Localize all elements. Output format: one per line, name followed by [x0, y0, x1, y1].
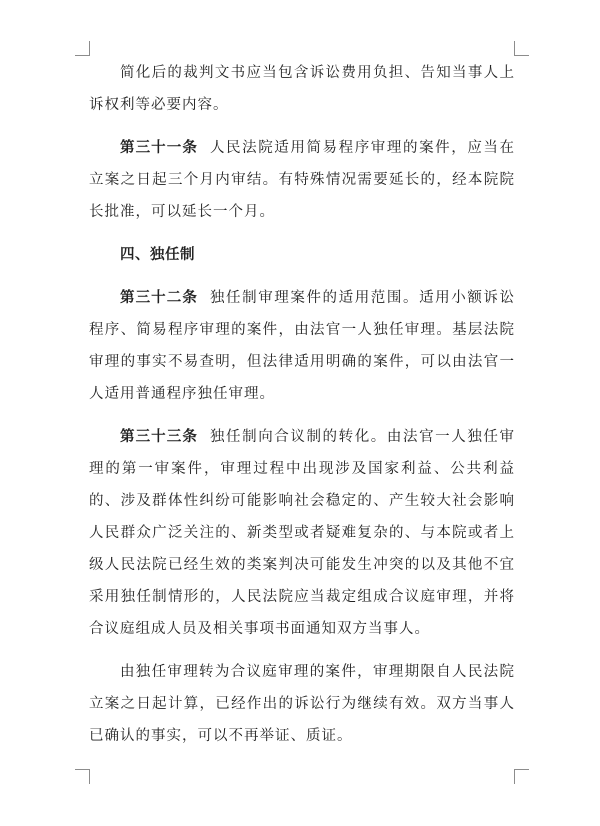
article-number: 第三十三条 — [120, 429, 198, 445]
section-heading: 四、独任制 — [120, 247, 195, 263]
article-32 — [89, 282, 515, 410]
crop-mark-bottom-right — [514, 769, 529, 784]
paragraph — [89, 57, 515, 121]
article-number: 第三十一条 — [120, 140, 198, 156]
document-body — [89, 57, 515, 752]
article-text: 独任制审理案件的适用范围。适用小额诉讼程序、简易程序审理的案件，由法官一人独任审理。基层法院审理的事实不易查明，但法律适用明确的案件，可以由法官一人适用普通程序独任审理。 — [89, 290, 516, 402]
paragraph-text: 由独任审理转为合议庭审理的案件，审理期限自人民法院立案之日起计算，已经作出的诉讼行为继续有效。双方当事人已确认的事实，可以不再举证、质证。 — [89, 664, 515, 744]
paragraph — [89, 656, 515, 752]
crop-mark-top-right — [514, 41, 529, 56]
crop-mark-bottom-left — [75, 769, 90, 784]
crop-mark-top-left — [75, 41, 90, 56]
paragraph-text: 简化后的裁判文书应当包含诉讼费用负担、告知当事人上诉权利等必要内容。 — [89, 65, 515, 113]
article-text: 独任制向合议制的转化。由法官一人独任审理的第一审案件，审理过程中出现涉及国家利益、公共利益的、涉及群体性纠纷可能影响社会稳定的、产生较大社会影响人民群众广泛关注的、新类型或者疑难复杂的、与本院或者上级人民法院已经生效的类案判决可能发生冲突的以及其他不宜采用独任制情形的，人民法院应当裁定组成合议庭审理，并将合议庭组成人员及相关事项书面通知双方当事人。 — [89, 429, 516, 637]
article-31 — [89, 132, 515, 228]
article-33 — [89, 421, 515, 645]
article-text: 人民法院适用简易程序审理的案件，应当在立案之日起三个月内审结。有特殊情况需要延长的，经本院院长批准，可以延长一个月。 — [89, 140, 516, 220]
article-number: 第三十二条 — [120, 290, 198, 306]
